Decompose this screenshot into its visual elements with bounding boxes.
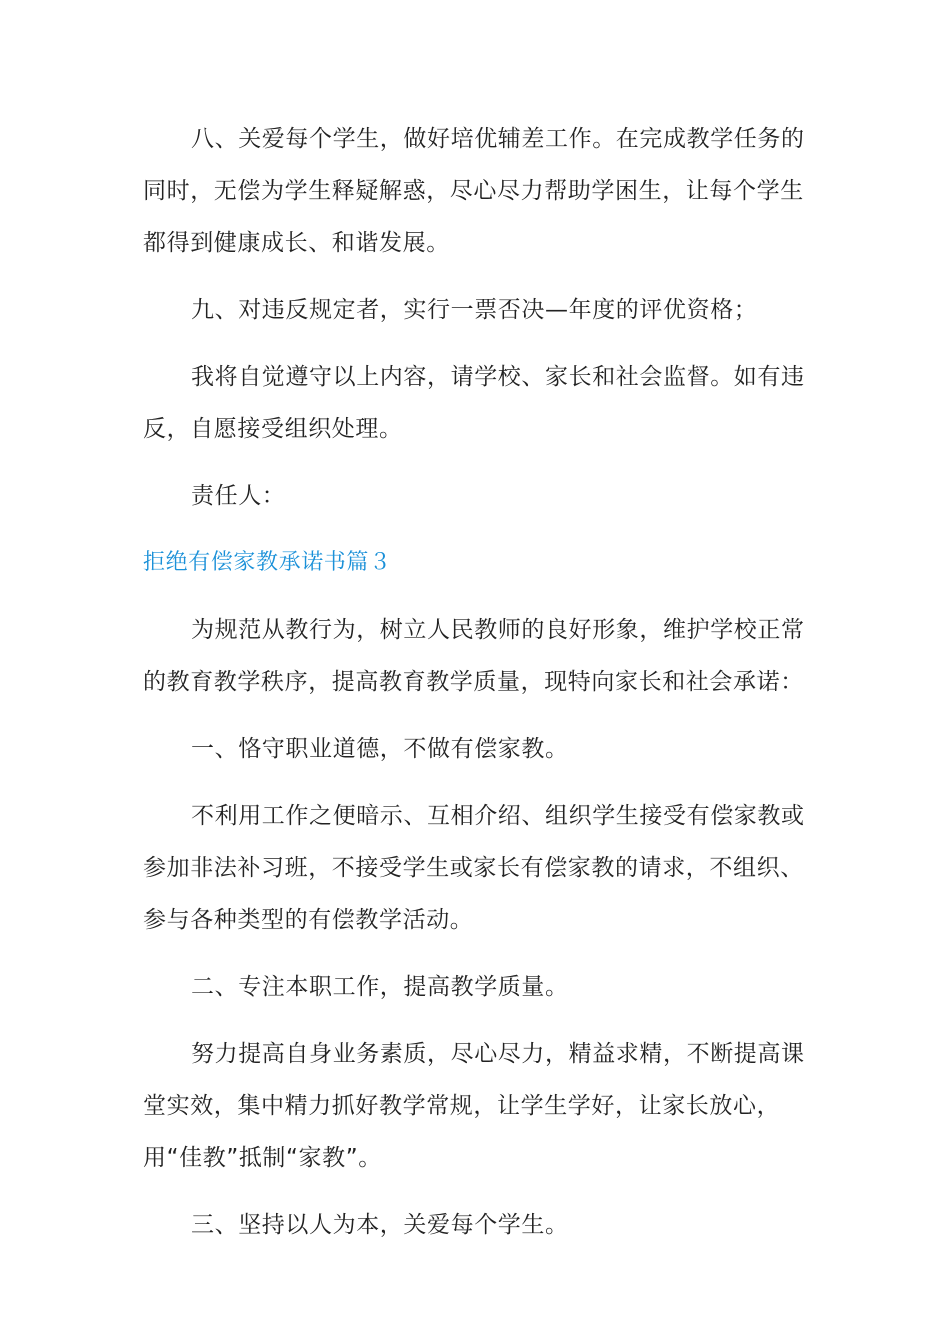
paragraph-item-1-body: 不利用工作之便暗示、互相介绍、组织学生接受有偿家教或参加非法补习班，不接受学生或家长有偿家教的请求，不组织、参与各种类型的有偿教学活动。 [143, 803, 805, 933]
paragraph-item-2-body: 努力提高自身业务素质，尽心尽力，精益求精，不断提高课堂实效，集中精力抓好教学常规，让学生学好，让家长放心，用“佳教”抵制“家教”。 [143, 1041, 805, 1171]
document-page [143, 113, 807, 1251]
paragraph-item-8: 八、关爱每个学生，做好培优辅差工作。在完成教学任务的同时，无偿为学生释疑解惑，尽心尽力帮助学困生，让每个学生都得到健康成长、和谐发展。 [143, 126, 805, 256]
section-heading: 拒绝有偿家教承诺书篇３ [143, 550, 392, 575]
paragraph-item-9: 九、对违反规定者，实行一票否决—年度的评优资格； [191, 297, 758, 323]
paragraph-item-2-title: 二、专注本职工作，提高教学质量。 [191, 974, 569, 1000]
paragraph-intro: 为规范从教行为，树立人民教师的良好形象，维护学校正常的教育教学秩序，提高教育教学质量，现特向家长和社会承诺： [143, 617, 805, 695]
paragraph-commitment: 我将自觉遵守以上内容，请学校、家长和社会监督。如有违反，自愿接受组织处理。 [143, 364, 805, 442]
paragraph-responsible-person: 责任人： [191, 483, 286, 509]
paragraph-item-3-title: 三、坚持以人为本，关爱每个学生。 [191, 1212, 569, 1238]
paragraph-item-1-title: 一、恪守职业道德，不做有偿家教。 [191, 736, 569, 762]
